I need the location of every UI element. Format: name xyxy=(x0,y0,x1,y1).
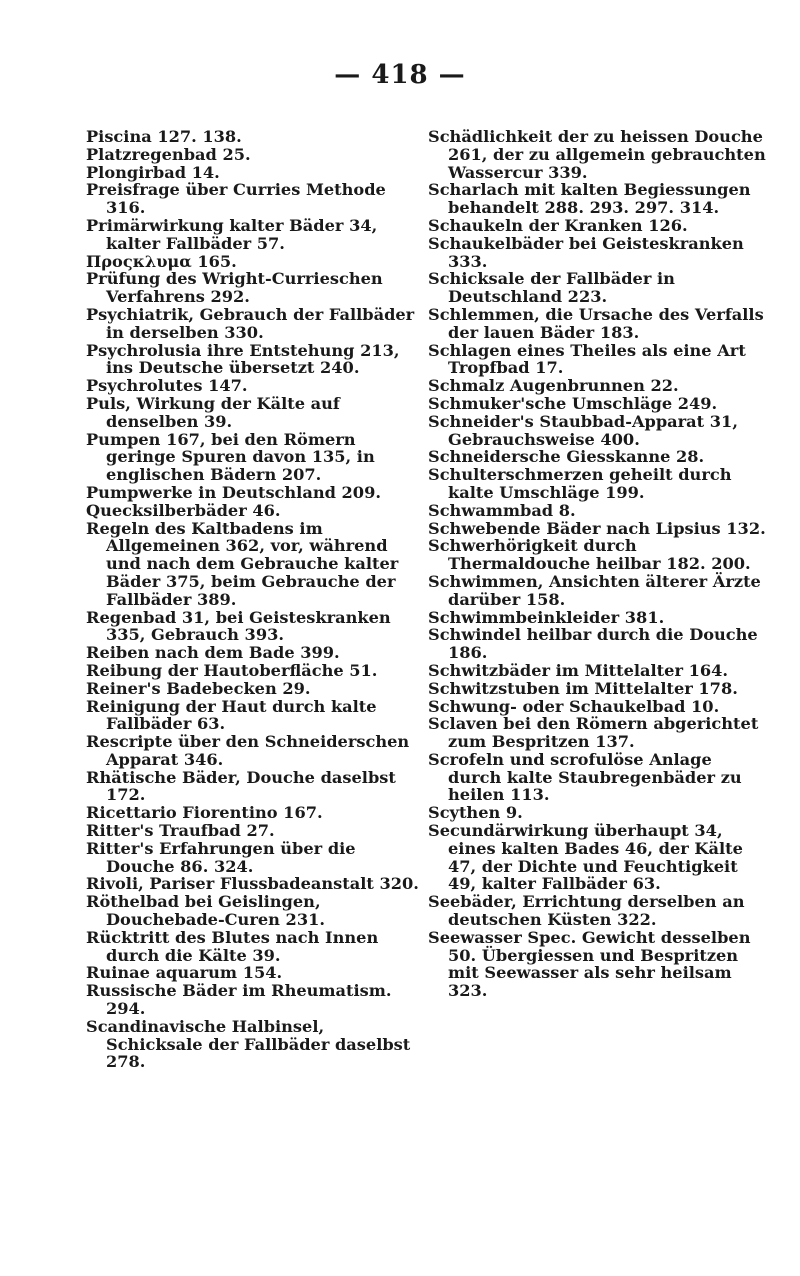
index-entry: Rhätische Bäder, Douche daselbst 172. xyxy=(86,767,396,805)
index-entry: Προςκλυμα 165. xyxy=(86,251,237,271)
index-entry: Plongirbad 14. xyxy=(86,162,220,182)
index-entry: Pumpen 167, bei den Römern geringe Spuren davon 135, in englischen Bädern 207. xyxy=(86,429,375,485)
index-entry: Seebäder, Errichtung derselben an deutschen Küsten 322. xyxy=(428,892,745,930)
index-entry: Reibung der Hautoberfläche 51. xyxy=(86,660,378,680)
index-entry: Schwerhörigkeit durch Thermaldouche heilbar 182. 200. xyxy=(428,536,751,574)
index-entry: Piscina 127. 138. xyxy=(86,127,242,146)
index-column-right xyxy=(428,128,768,1000)
index-entry: Preisfrage über Curries Methode 316. xyxy=(86,180,386,218)
index-entry: Primärwirkung kalter Bäder 34, kalter Fallbäder 57. xyxy=(86,215,378,253)
index-entry: Rücktritt des Blutes nach Innen durch die Kälte 39. xyxy=(86,927,379,965)
index-entry: Ruinae aquarum 154. xyxy=(86,963,283,983)
index-entry: Rivoli, Pariser Flussbadeanstalt 320. xyxy=(86,874,419,894)
index-entry: Schwimmen, Ansichten älterer Ärzte darüber 158. xyxy=(428,571,761,609)
index-entry: Reinigung der Haut durch kalte Fallbäder 63. xyxy=(86,696,377,734)
index-entry: Reiner's Badebecken 29. xyxy=(86,678,311,698)
index-entry: Regeln des Kaltbadens im Allgemeinen 362, vor, während und nach dem Gebrauche kalter Bäder 375, beim Gebrauche der Fallbäder 389. xyxy=(86,518,399,609)
index-entry: Schaukelbäder bei Geisteskranken 333. xyxy=(428,233,744,271)
page-number: — 418 — xyxy=(334,60,466,90)
index-entry: Puls, Wirkung der Kälte auf denselben 39. xyxy=(86,393,340,431)
index-entry: Schlagen eines Theiles als eine Art Tropfbad 17. xyxy=(428,340,746,378)
index-entry: Regenbad 31, bei Geisteskranken 335, Gebrauch 393. xyxy=(86,607,391,645)
index-entry: Secundärwirkung überhaupt 34, eines kalten Bades 46, der Kälte 47, der Dichte und Feuchtigkeit 49, kalter Fallbäder 63. xyxy=(428,821,743,894)
index-entry: Scharlach mit kalten Begiessungen behandelt 288. 293. 297. 314. xyxy=(428,180,751,218)
index-entry: Psychrolutes 147. xyxy=(86,376,248,396)
index-entry: Schwitzstuben im Mittelalter 178. xyxy=(428,678,738,698)
index-entry: Quecksilberbäder 46. xyxy=(86,500,281,520)
index-entry: Sclaven bei den Römern abgerichtet zum Bespritzen 137. xyxy=(428,714,759,752)
index-entry: Schwung- oder Schaukelbad 10. xyxy=(428,696,720,716)
index-entry: Schneidersche Giesskanne 28. xyxy=(428,447,705,467)
index-entry: Russische Bäder im Rheumatism. 294. xyxy=(86,981,392,1019)
index-entry: Schwammbad 8. xyxy=(428,500,576,520)
index-entry: Pumpwerke in Deutschland 209. xyxy=(86,482,381,502)
index-entry: Platzregenbad 25. xyxy=(86,144,251,164)
index-entry: Schwimmbeinkleider 381. xyxy=(428,607,665,627)
index-entry: Röthelbad bei Geislingen, Douchebade-Curen 231. xyxy=(86,892,325,930)
index-entry: Schlemmen, die Ursache des Verfalls der lauen Bäder 183. xyxy=(428,304,764,342)
index-entry: Ritter's Traufbad 27. xyxy=(86,821,275,841)
index-entry: Seewasser Spec. Gewicht desselben 50. Übergiessen und Bespritzen mit Seewasser als sehr heilsam 323. xyxy=(428,927,751,1001)
index-entry: Schmalz Augenbrunnen 22. xyxy=(428,376,679,396)
index-entry: Reiben nach dem Bade 399. xyxy=(86,643,340,663)
index-entry: Scrofeln und scrofulöse Anlage durch kalte Staubregenbäder zu heilen 113. xyxy=(428,749,742,805)
index-entry: Psychrolusia ihre Entstehung 213, ins Deutsche übersetzt 240. xyxy=(86,340,400,378)
index-entry: Schmuker'sche Umschläge 249. xyxy=(428,393,718,413)
index-entry: Ricettario Fiorentino 167. xyxy=(86,803,323,823)
index-entry: Schneider's Staubbad-Apparat 31, Gebrauchsweise 400. xyxy=(428,411,738,449)
index-entry: Schicksale der Fallbäder in Deutschland 223. xyxy=(428,269,675,307)
index-entry: Scandinavische Halbinsel, Schicksale der Fallbäder daselbst 278. xyxy=(86,1016,411,1072)
index-entry: Psychiatrik, Gebrauch der Fallbäder in derselben 330. xyxy=(86,304,415,342)
index-entry: Schwebende Bäder nach Lipsius 132. xyxy=(428,518,766,538)
index-entry: Ritter's Erfahrungen über die Douche 86. 324. xyxy=(86,838,356,876)
index-entry: Schwitzbäder im Mittelalter 164. xyxy=(428,660,729,680)
index-entry: Scythen 9. xyxy=(428,803,523,823)
index-entry: Schulterschmerzen geheilt durch kalte Umschläge 199. xyxy=(428,465,732,502)
index-entry: Prüfung des Wright-Currieschen Verfahrens 292. xyxy=(86,269,383,307)
index-column-left xyxy=(86,128,426,1071)
index-entry: Rescripte über den Schneiderschen Apparat 346. xyxy=(86,732,410,769)
index-entry: Schaukeln der Kranken 126. xyxy=(428,215,688,235)
index-entry: Schwindel heilbar durch die Douche 186. xyxy=(428,625,758,663)
index-entry: Schädlichkeit der zu heissen Douche 261, der zu allgemein gebrauchten Wassercur 339. xyxy=(428,127,766,182)
